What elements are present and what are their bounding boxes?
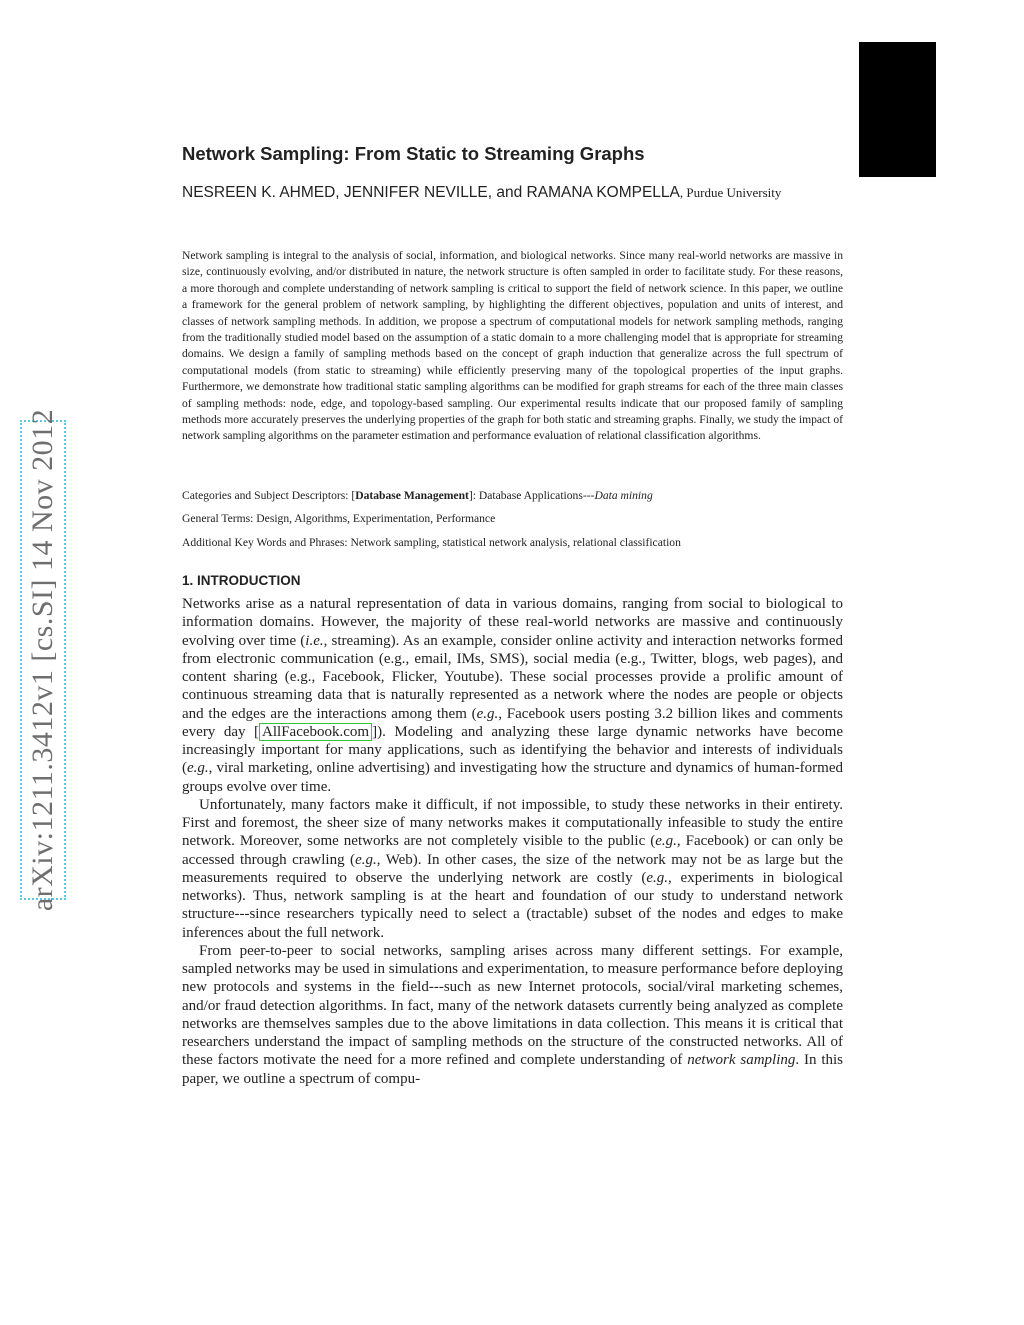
arxiv-identifier-stamp[interactable] (20, 408, 66, 912)
author-line (182, 184, 882, 202)
author-names: NESREEN K. AHMED, JENNIFER NEVILLE, and RAMANA KOMPELLA (182, 184, 680, 201)
author-affiliation: , Purdue University (679, 185, 782, 200)
citation-link-allfacebook[interactable]: AllFacebook.com (259, 723, 372, 741)
arxiv-identifier-text: arXiv:1211.3412v1 [cs.SI] 14 Nov 2012 (26, 408, 59, 912)
p3-text-b: . In this paper, we outline a spectrum of compu- (182, 1052, 843, 1087)
p1-text-a: Networks arise as a natural representation of data in various domains, ranging from social to biological to information domains. However, the majority of these real-world networks are massive and continuously evolving over time ( (182, 596, 843, 649)
keywords-line: Additional Key Words and Phrases: Network sampling, statistical network analysis, relational classification (182, 536, 681, 549)
introduction-body (182, 595, 843, 1088)
p2-text-b: , Facebook) or can only be accessed through crawling ( (182, 833, 843, 868)
p1-text-c: , Facebook users posting 3.2 billion likes and comments every day [ (182, 705, 843, 740)
intro-paragraph-2 (182, 796, 843, 942)
p1-text-b: , streaming). As an example, consider online activity and interaction networks formed from electronic communication (e.g., email, IMs, SMS), social media (e.g., Twitter, blogs, web pages), and content sharing (e.g., Facebook, Flicker, Youtube). These social processes provide a prolific amount of continuous streaming data that is naturally represented as a network where the nodes are people or objects and the edges are the interactions among them ( (182, 632, 843, 722)
p2-italic-eg3: e.g. (646, 869, 669, 886)
intro-paragraph-1 (182, 595, 843, 796)
p2-italic-eg2: e.g. (355, 851, 377, 868)
p1-italic-eg1: e.g. (476, 705, 499, 722)
p2-italic-eg1: e.g. (655, 833, 677, 850)
p1-text-e: , viral marketing, online advertising) and investigating how the structure and dynamics of human-formed groups evolve over time. (182, 760, 843, 795)
p2-text-a: Unfortunately, many factors make it difficult, if not impossible, to study these networks in their entirety. First and foremost, the sheer size of many networks makes it computationally infeasible to study the entire network. Moreover, some networks are not completely visible to the public ( (182, 796, 843, 850)
intro-paragraph-3 (182, 942, 843, 1088)
p1-italic-eg2: e.g. (187, 760, 209, 777)
categories-prefix: Categories and Subject Descriptors: [ (182, 489, 356, 502)
general-terms-line: General Terms: Design, Algorithms, Experimentation, Performance (182, 512, 496, 525)
section-heading-introduction: 1. INTRODUCTION (182, 573, 301, 588)
p2-text-c: , Web). In other cases, the size of the network may not be as large but the measurements required to observe the underlying network are costly ( (182, 851, 843, 886)
p2-text-d: , experiments in biological networks). Thus, network sampling is at the heart and foundation of our study to understand network structure---since researchers typically need to select a (tractable) subset of the nodes and edges to make inferences about the full network. (182, 869, 843, 941)
categories-italic: Data mining (594, 489, 653, 502)
categories-line (182, 488, 843, 504)
p3-italic-network-sampling: network sampling (687, 1052, 796, 1069)
categories-middle: ]: Database Applications--- (468, 489, 595, 502)
p1-italic-ie: i.e. (305, 632, 324, 649)
black-thumb-tab (859, 42, 936, 177)
paper-title: Network Sampling: From Static to Streaming Graphs (182, 143, 645, 164)
categories-bold: Database Management (355, 489, 469, 502)
p1-text-d: ]). Modeling and analyzing these large dynamic networks have become increasingly important for many applications, such as identifying the behavior and interests of individuals ( (182, 723, 843, 777)
abstract-paragraph: Network sampling is integral to the analysis of social, information, and biological networks. Since many real-world networks are massive in size, continuously evolving, and/or distributed in nature, the network structure is often sampled in order to facilitate study. For these reasons, a more thorough and complete understanding of network sampling is critical to support the field of network science. In this paper, we outline a framework for the general problem of network sampling, by highlighting the different objectives, population and units of interest, and classes of network sampling methods. In addition, we propose a spectrum of computational models for network sampling methods, ranging from the traditionally studied model based on the assumption of a static domain to a more challenging model that is appropriate for streaming domains. We design a family of sampling methods based on the concept of graph induction that generalize across the full spectrum of computational models (from static to streaming) while efficiently preserving many of the topological properties of the input graphs. Furthermore, we demonstrate how traditional static sampling algorithms can be modified for graph streams for each of the three main classes of sampling methods: node, edge, and topology-based sampling. Our experimental results indicate that our proposed family of sampling methods more accurately preserves the underlying properties of the graph for both static and streaming graphs. Finally, we study the impact of network sampling algorithms on the parameter estimation and performance evaluation of relational classification algorithms. (182, 249, 843, 443)
p3-text-a: From peer-to-peer to social networks, sampling arises across many different settings. For example, sampled networks may be used in simulations and experimentation, to measure performance before deploying new protocols and systems in the field---such as new Internet protocols, social/viral marketing schemes, and/or fraud detection algorithms. In fact, many of the network datasets currently being analyzed as complete networks are themselves samples due to the above limitations in data collection. This means it is critical that researchers understand the impact of sampling methods on the structure of the constructed networks. All of these factors motivate the need for a more refined and complete understanding of (182, 942, 843, 1069)
